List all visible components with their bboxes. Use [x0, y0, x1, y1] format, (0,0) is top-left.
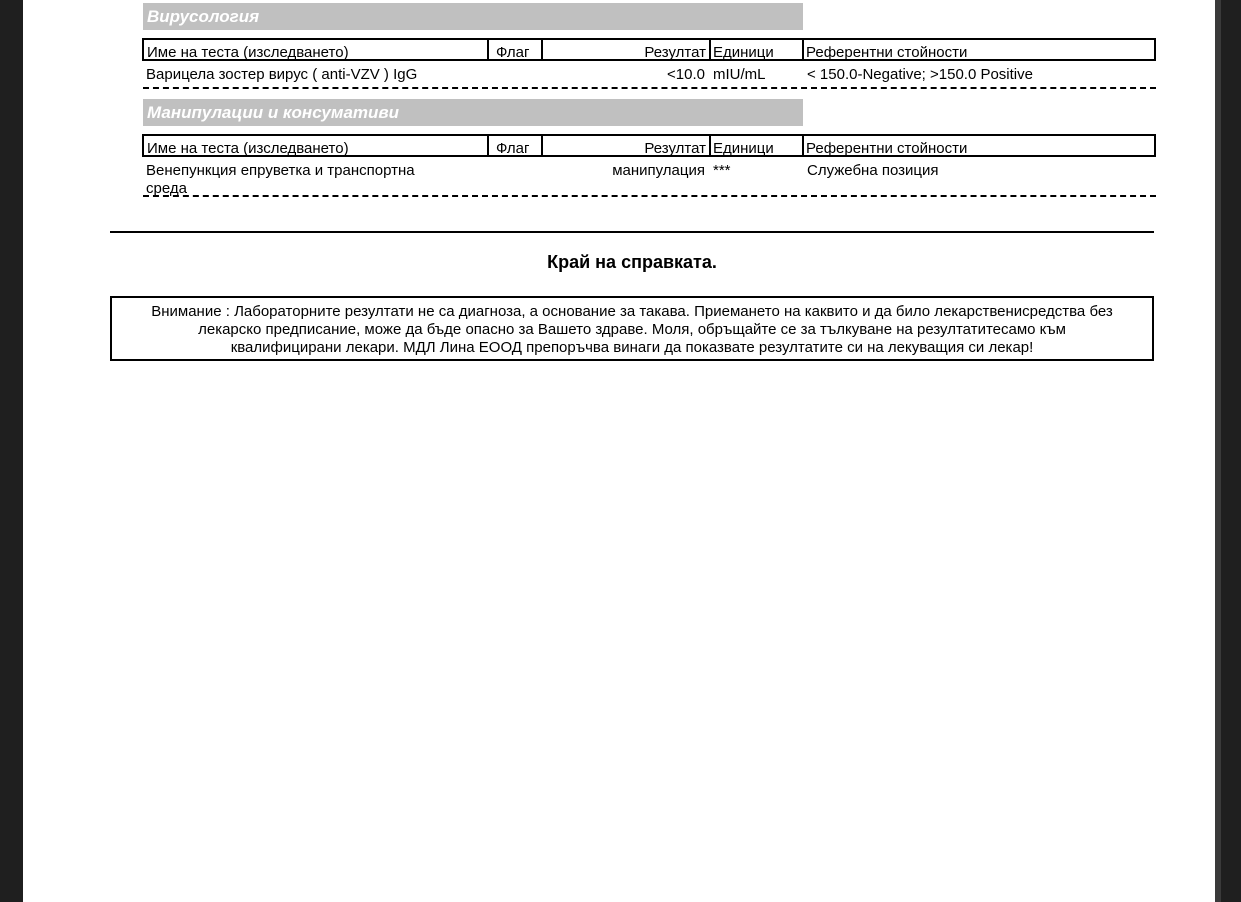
column-units-header: Единици	[713, 44, 774, 61]
section-header-virology: Вирусология	[143, 3, 803, 30]
test-result: <10.0	[667, 66, 705, 83]
test-name-line1: Венепункция епруветка и транспортна	[146, 162, 415, 179]
column-reference-header: Референтни стойности	[806, 140, 968, 157]
table-header-virology	[142, 38, 1156, 61]
disclaimer-line: квалифицирани лекари. МДЛ Лина ЕООД препоръчва винаги да показвате резултатите си на лекуващия си лекар!	[230, 339, 1034, 356]
column-result-header: Резултат	[644, 140, 706, 157]
page-shadow	[1215, 0, 1221, 902]
column-units-header: Единици	[713, 140, 774, 157]
disclaimer-line: Внимание : Лабораторните резултати не са диагноза, а основание за такава. Приемането на каквито и да било лекарственисредства без	[151, 303, 1113, 320]
column-separator	[541, 40, 543, 59]
column-separator	[487, 136, 489, 155]
end-divider	[110, 231, 1154, 233]
column-separator	[802, 136, 804, 155]
test-result: манипулация	[612, 162, 705, 179]
disclaimer-box	[110, 296, 1154, 361]
column-name-header: Име на теста (изследването)	[147, 140, 349, 157]
column-separator	[487, 40, 489, 59]
column-separator	[709, 40, 711, 59]
test-reference: Служебна позиция	[807, 162, 939, 179]
row-divider	[143, 87, 1156, 89]
column-separator	[709, 136, 711, 155]
test-name: Варицела зостер вирус ( anti-VZV ) IgG	[146, 66, 418, 83]
column-flag-header: Флаг	[496, 140, 530, 157]
table-header-manipulations	[142, 134, 1156, 157]
row-divider	[143, 195, 1156, 197]
column-flag-header: Флаг	[496, 44, 530, 61]
section-header-manipulations: Манипулации и консумативи	[143, 99, 803, 126]
column-reference-header: Референтни стойности	[806, 44, 968, 61]
column-result-header: Резултат	[644, 44, 706, 61]
end-of-report-title: Край на справката.	[547, 252, 717, 272]
test-units: ***	[713, 162, 731, 179]
column-separator	[541, 136, 543, 155]
test-units: mIU/mL	[713, 66, 766, 83]
column-name-header: Име на теста (изследването)	[147, 44, 349, 61]
column-separator	[802, 40, 804, 59]
disclaimer-line: лекарско предписание, може да бъде опасно за Вашето здраве. Моля, обръщайте се за тълкуване на резултатитесамо към	[198, 321, 1066, 338]
test-name-line2: среда	[146, 180, 187, 197]
test-reference: < 150.0-Negative; >150.0 Positive	[807, 66, 1033, 83]
